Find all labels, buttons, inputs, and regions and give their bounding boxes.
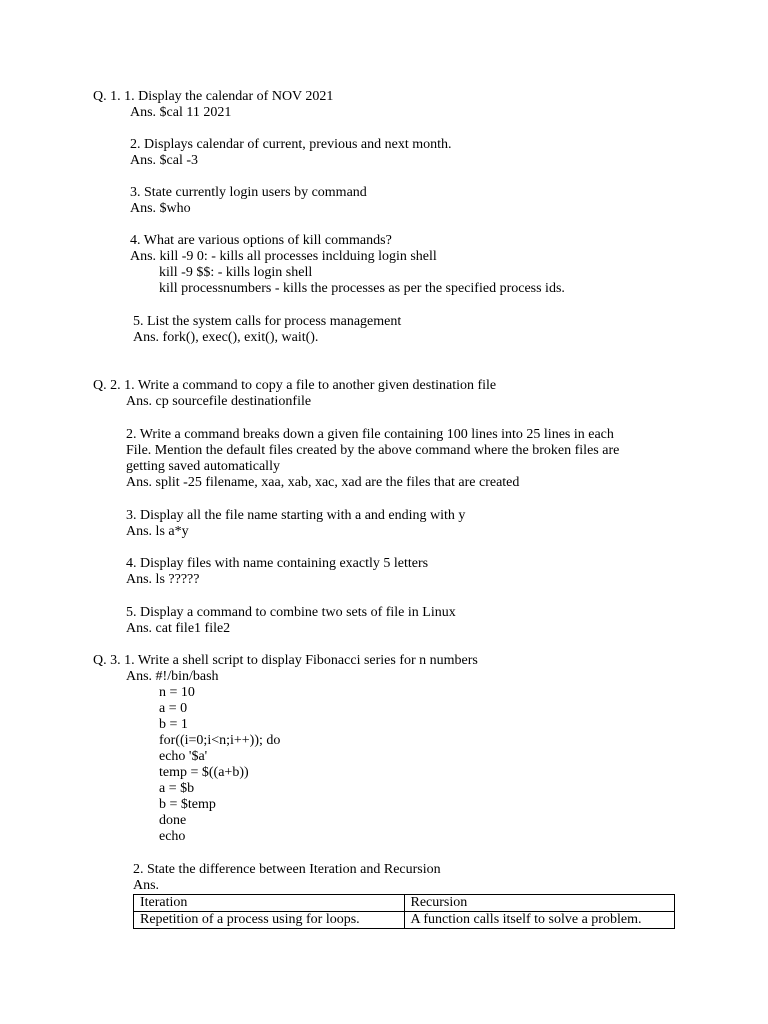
code-line: n = 10 [159, 685, 195, 700]
q1-answer-1: Ans. $cal 11 2021 [130, 105, 232, 120]
code-line: echo '$a' [159, 749, 208, 764]
q3-answer-1: Ans. #!/bin/bash [126, 669, 219, 684]
code-line: done [159, 813, 187, 828]
comparison-table [133, 894, 675, 929]
q2-question-2-line-3: getting saved automatically [126, 459, 280, 474]
code-line: a = $b [159, 781, 195, 796]
q2-answer-4: Ans. ls ????? [126, 572, 200, 587]
q2-answer-5: Ans. cat file1 file2 [126, 621, 231, 636]
q1-heading: Q. 1. 1. Display the calendar of NOV 2021 [93, 89, 334, 104]
q1-answer-5: Ans. fork(), exec(), exit(), wait(). [133, 330, 319, 345]
code-line: b = $temp [159, 797, 216, 812]
code-line: echo [159, 829, 186, 844]
q2-heading: Q. 2. 1. Write a command to copy a file to another given destination file [93, 378, 497, 393]
q2-question-2-line-1: 2. Write a command breaks down a given file containing 100 lines into 25 lines in each [126, 427, 614, 442]
code-line: temp = $((a+b)) [159, 765, 249, 780]
q2-question-2-line-2: File. Mention the default files created by the above command where the broken files are [126, 443, 620, 458]
code-line: a = 0 [159, 701, 188, 716]
q2-question-4: 4. Display files with name containing exactly 5 letters [126, 556, 429, 571]
q1-answer-3: Ans. $who [130, 201, 191, 216]
table-header-row [134, 895, 675, 912]
q2-answer-2: Ans. split -25 filename, xaa, xab, xac, xad are the files that are created [126, 475, 520, 490]
q1-question-3: 3. State currently login users by command [130, 185, 367, 200]
code-line: for((i=0;i<n;i++)); do [159, 733, 281, 748]
code-line: b = 1 [159, 717, 188, 732]
q2-question-5: 5. Display a command to combine two sets of file in Linux [126, 605, 456, 620]
table-header-cell: Iteration [134, 895, 405, 912]
q1-answer-2: Ans. $cal -3 [130, 153, 199, 168]
q1-question-4: 4. What are various options of kill commands? [130, 233, 392, 248]
table-row [134, 912, 675, 929]
q1-question-5: 5. List the system calls for process management [133, 314, 402, 329]
q1-answer-4-line-3: kill processnumbers - kills the processes as per the specified process ids. [159, 281, 565, 296]
q2-answer-1: Ans. cp sourcefile destinationfile [126, 394, 312, 409]
table-cell: A function calls itself to solve a problem. [404, 912, 675, 929]
table-header-cell: Recursion [404, 895, 675, 912]
q1-answer-4-line-2: kill -9 $$: - kills login shell [159, 265, 313, 280]
q2-question-3: 3. Display all the file name starting with a and ending with y [126, 508, 466, 523]
q3-answer-2: Ans. [133, 878, 160, 893]
q1-answer-4-line-1: Ans. kill -9 0: - kills all processes inclduing login shell [130, 249, 437, 264]
table-cell: Repetition of a process using for loops. [134, 912, 405, 929]
q3-heading: Q. 3. 1. Write a shell script to display Fibonacci series for n numbers [93, 653, 478, 668]
q1-question-2: 2. Displays calendar of current, previous and next month. [130, 137, 452, 152]
q2-answer-3: Ans. ls a*y [126, 524, 189, 539]
q3-question-2: 2. State the difference between Iteration and Recursion [133, 862, 441, 877]
